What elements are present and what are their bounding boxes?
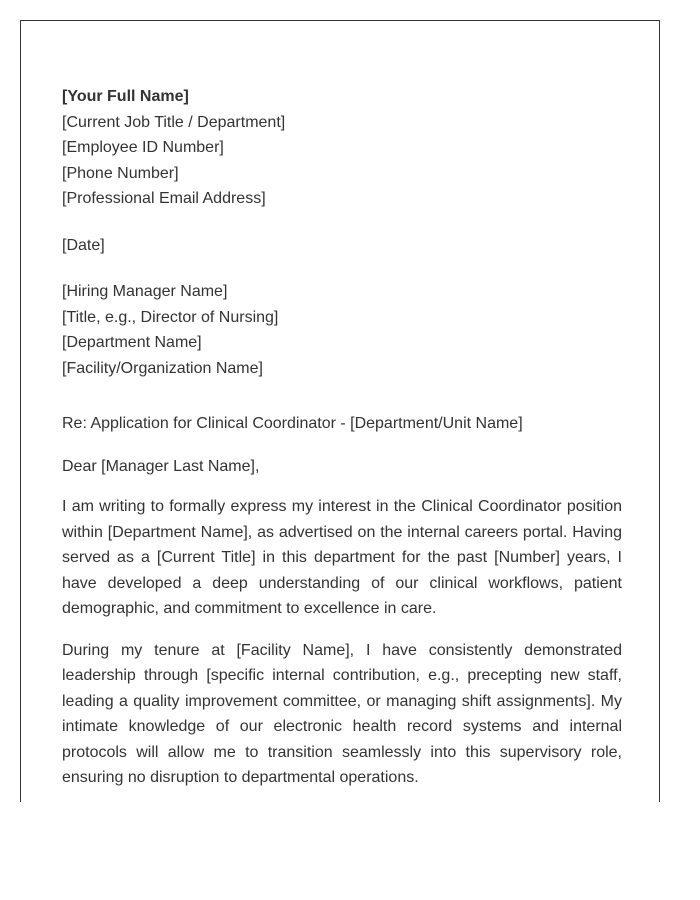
subject-line	[62, 411, 622, 437]
letter-body	[62, 84, 622, 802]
sender-email: [Professional Email Address]	[62, 190, 266, 207]
salutation-text: Dear [Manager Last Name],	[62, 457, 260, 475]
body-paragraph-1: I am writing to formally express my interest in the Clinical Coordinator position within [Department Name], as advertised on the internal careers portal. Having served as a [Current Title] in this department for the past [Number] years, I have developed a deep understanding of our clinical workflows, patient demographic, and commitment to excellence in care.	[62, 498, 622, 617]
salutation	[62, 454, 622, 480]
letter-page	[20, 20, 660, 802]
recipient-title: [Title, e.g., Director of Nursing]	[62, 308, 279, 326]
subject-text: Re: Application for Clinical Coordinator - [Department/Unit Name]	[62, 415, 523, 432]
sender-job-title: [Current Job Title / Department]	[62, 113, 286, 131]
sender-block	[62, 84, 622, 212]
recipient-name: [Hiring Manager Name]	[62, 283, 228, 300]
body-paragraph-2: During my tenure at [Facility Name], I have consistently demonstrated leadership through [specific internal contribution, e.g., precepting new staff, leading a quality improvement committee, or managing shift assignments]. My intimate knowledge of our electronic health record systems and internal protocols will allow me to transition seamlessly into this supervisory role, ensuring no disruption to departmental operations.	[62, 641, 622, 786]
date-block	[62, 233, 622, 259]
recipient-organization: [Facility/Organization Name]	[62, 359, 263, 377]
letter-date: [Date]	[62, 236, 105, 254]
recipient-block	[62, 279, 622, 381]
sender-name: [Your Full Name]	[62, 88, 189, 105]
recipient-department: [Department Name]	[62, 334, 202, 351]
sender-phone: [Phone Number]	[62, 164, 179, 182]
sender-employee-id: [Employee ID Number]	[62, 139, 224, 156]
